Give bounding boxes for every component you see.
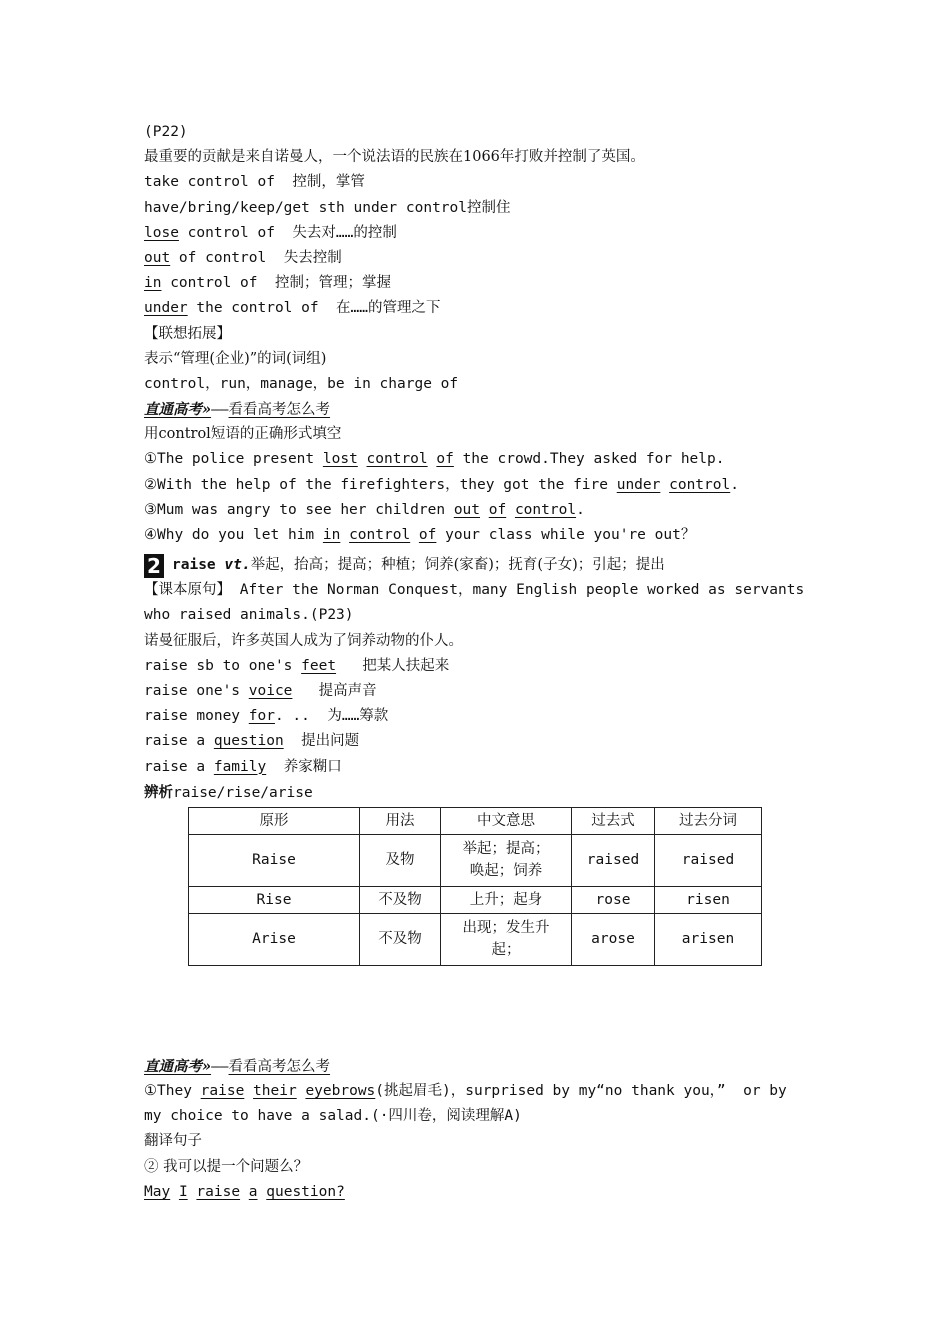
part-of-speech: vt. [224,557,251,574]
table-cell: Raise [189,834,360,886]
answer: of [488,501,507,518]
phrase-lose-control: lose control of 失去对……的控制 [144,224,397,241]
document-page [144,120,824,1205]
exercise-item: ③Mum was angry to see her children out of control. [144,501,585,518]
analysis-heading: 辨析raise/rise/arise [144,783,313,801]
raise-phrase: raise a family 养家糊口 [144,758,342,775]
exercise-item: ①They raise their eyebrows(挑起眉毛)，surprised by my“no thank you，” or by [144,1083,787,1100]
underlined-word: lose [144,224,179,241]
table-cell: Arise [189,913,360,965]
phrase-under-control: have/bring/keep/get sth under control控制住 [144,199,511,216]
answer: under [616,476,661,493]
underlined-word: question [213,733,284,750]
exam-dash: —— [211,1058,229,1075]
answer-sentence: May I raise a question? [144,1183,345,1200]
analysis-label: 辨析 [144,783,173,801]
table-header-cell: 过去式 [572,807,655,834]
table-cell: 上升；起身 [441,886,572,913]
source-label: 【课本原句】 [144,582,231,599]
phrase-take-control: take control of 控制，掌管 [144,174,365,191]
table-cell: risen [655,886,762,913]
translate-label: 翻译句子 [144,1133,202,1150]
table-header-cell: 中文意思 [441,807,572,834]
exam-header [144,397,824,422]
raise-phrase: raise one's voice 提高声音 [144,682,377,699]
answer: control [366,451,428,468]
underlined-word: family [213,758,267,775]
table-cell: raised [572,834,655,886]
exercise-item: ②With the help of the firefighters，they got the fire under control. [144,476,739,493]
answer: of [418,527,437,543]
table-cell: 不及物 [360,913,441,965]
exam-header [144,1054,824,1079]
exam-dash: —— [211,402,229,419]
table-cell: raised [655,834,762,886]
table-cell: Rise [189,886,360,913]
exam-subtitle: 看看高考怎么考 [228,402,331,419]
comparison-table [188,807,762,966]
exercise-item: ④Why do you let him in control of your class while you're out？ [144,527,696,543]
underlined-word: in [144,275,162,292]
entry-meaning: 举起，抬高；提高；种植；饲养(家畜)；抚育(子女)；引起；提出 [250,557,665,574]
table-header-cell: 过去分词 [655,807,762,834]
answer: control [514,501,577,518]
exercise-item-cont: my choice to have a salad.(·四川卷，阅读理解A) [144,1108,522,1125]
exam-label: 直通高考» [144,401,212,419]
exam-instruction: 用control短语的正确形式填空 [144,426,342,443]
association-words: control，run，manage，be in charge of [144,375,459,392]
underlined-word: for [248,708,275,725]
underlined-word: under [144,300,188,317]
underlined-word: feet [301,657,337,674]
source-sentence: 【课本原句】 After the Norman Conquest，many English people worked as servants [144,582,805,599]
raise-phrase: raise a question 提出问题 [144,733,360,750]
table-cell: 不及物 [360,886,441,913]
table-cell: rose [572,886,655,913]
source-sentence-cont: who raised animals.(P23) [144,607,354,624]
table-cell: arose [572,913,655,965]
answer: lost [322,451,358,468]
entry-word: raise [172,557,216,574]
table-row [189,913,762,965]
table-cell: 举起；提高； 唤起；饲养 [441,834,572,886]
table-header-cell: 用法 [360,807,441,834]
table-cell: arisen [655,913,762,965]
association-description: 表示“管理(企业)”的词(词组) [144,350,327,367]
table-header-cell: 原形 [189,807,360,834]
answer: eyebrows [305,1083,376,1100]
underlined-word: out [144,249,171,266]
exercise-item: ② 我可以提一个问题么？ [144,1158,309,1175]
entry-heading [144,548,824,578]
table-header-row [189,807,762,834]
association-title: 【联想拓展】 [144,325,231,342]
table-cell: 及物 [360,834,441,886]
page-reference: (P22) [144,124,188,140]
table-row [189,886,762,913]
answer: out [453,501,481,518]
exam-subtitle: 看看高考怎么考 [228,1058,331,1075]
table-cell: 出现；发生升 起； [441,913,572,965]
phrase-in-control-of: in control of 控制；管理；掌握 [144,275,391,292]
translation-sentence: 最重要的贡献是来自诺曼人，一个说法语的民族在1066年打败并控制了英国。 [144,149,645,166]
phrase-out-of-control: out of control 失去控制 [144,249,342,266]
table-row [189,834,762,886]
answer: control [669,476,731,493]
raise-phrase: raise money for. .. 为……筹款 [144,708,389,725]
raise-phrase: raise sb to one's feet 把某人扶起来 [144,657,450,674]
answer: of [436,451,454,468]
underlined-word: voice [248,682,293,699]
exercise-item: ①The police present lost control of the crowd.They asked for help. [144,451,725,468]
phrase-under-the-control-of: under the control of 在……的管理之下 [144,300,441,317]
exam-label: 直通高考» [144,1057,212,1075]
source-translation: 诺曼征服后，许多英国人成为了饲养动物的仆人。 [144,632,463,649]
answer: raise [200,1083,245,1100]
answer: their [253,1083,297,1100]
entry-number-badge: 2 [144,554,164,578]
answer: control [349,527,411,543]
answer: in [322,527,341,543]
